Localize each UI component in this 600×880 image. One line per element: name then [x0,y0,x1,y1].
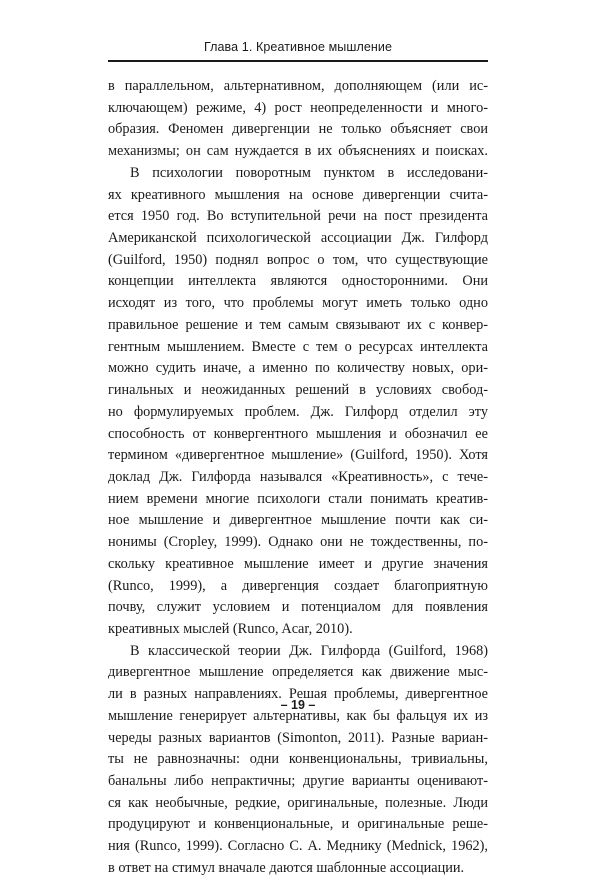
text-line: ли в разных направлениях. Решая проблемы, дивергентное [108,686,488,703]
text-line: способность от конвергентного мышления и обозначил ее [108,425,488,442]
text-line: Американской психологической ассоциации Дж. Гилфорд [108,230,488,247]
text-line: ты не равнозначны: одни конвенциональны, тривиальны, [108,751,488,768]
text-line: мышление генерирует альтернативы, как бы фальцуя их из [108,707,488,724]
text-line: нонимы (Cropley, 1999). Однако они не тождественны, по- [108,534,488,551]
page-number: – 19 – [280,698,316,712]
text-line: доклад Дж. Гилфорда назывался «Креативность», с тече- [108,468,488,485]
text-line: череды разных вариантов (Simonton, 2011). Разные вариан- [108,729,488,746]
text-line: скольку креативное мышление имеет и другие значения [108,555,488,572]
text-line: нием времени многие психологи стали понимать креатив- [108,490,488,507]
text-line: ния (Runco, 1999). Согласно С. А. Меднику (Mednick, 1962), [108,838,488,855]
text-line: механизмы; он сам нуждается в их объяснениях и поисках. [108,143,488,160]
text-line: креативных мыслей (Runco, Acar, 2010). [108,620,353,637]
header-rule [108,60,488,62]
text-line: (Runco, 1999), а дивергенция создает благоприятную [108,577,488,594]
paragraph [108,163,488,641]
text-line: образия. Феномен дивергенции не только объясняет свои [108,121,488,138]
text-line: ях креативного мышления на основе дивергенции счита- [108,186,488,203]
text-line: ется 1950 год. Во вступительной речи на пост президента [108,208,488,225]
paragraph [108,76,488,163]
text-line: почву, служит условием и потенциалом для появления [108,599,488,616]
text-line: но формулируемых проблем. Дж. Гилфорд отделил эту [108,403,488,420]
text-line: В классической теории Дж. Гилфорда (Guilford, 1968) [130,642,488,659]
text-line: в ответ на стимул вначале даются шаблонные ассоциации. [108,859,465,876]
text-line: ное мышление и дивергентное мышление почти как си- [108,512,488,529]
paragraph [108,641,488,880]
body-text [108,76,488,880]
text-line: в параллельном, альтернативном, дополняющем (или ис- [108,78,488,94]
text-line: можно судить иначе, а именно по количеству новых, ори- [108,360,488,377]
text-line: дивергентное мышление определяется как движение мыс- [108,664,488,681]
text-line: гинальных и неожиданных решений в условиях свобод- [108,382,488,399]
text-line: банальны либо непрактичны; другие варианты оценивают- [108,773,488,789]
text-line: В психологии поворотным пунктом в исследовани- [130,164,488,181]
running-head: Глава 1. Креативное мышление [203,40,393,54]
text-line: (Guilford, 1950) поднял вопрос о том, что существующие [108,251,488,268]
text-line: гентным мышлением. Вместе с тем о ресурсах интеллекта [108,338,488,355]
text-line: ся как необычные, редкие, оригинальные, полезные. Люди [108,794,488,811]
text-line: ключающем) режиме, 4) рост неопределенности и много- [108,99,488,116]
text-line: продуцируют и конвенциональные, и оригинальные реше- [108,816,488,833]
text-line: концепции интеллекта являются односторонними. Они [108,273,488,290]
text-line: термином «дивергентное мышление» (Guilford, 1950). Хотя [108,447,488,464]
text-line: правильное решение и тем самым связывают их с конвер- [108,316,488,333]
text-line: исходят из того, что проблемы могут иметь только одно [108,295,488,312]
